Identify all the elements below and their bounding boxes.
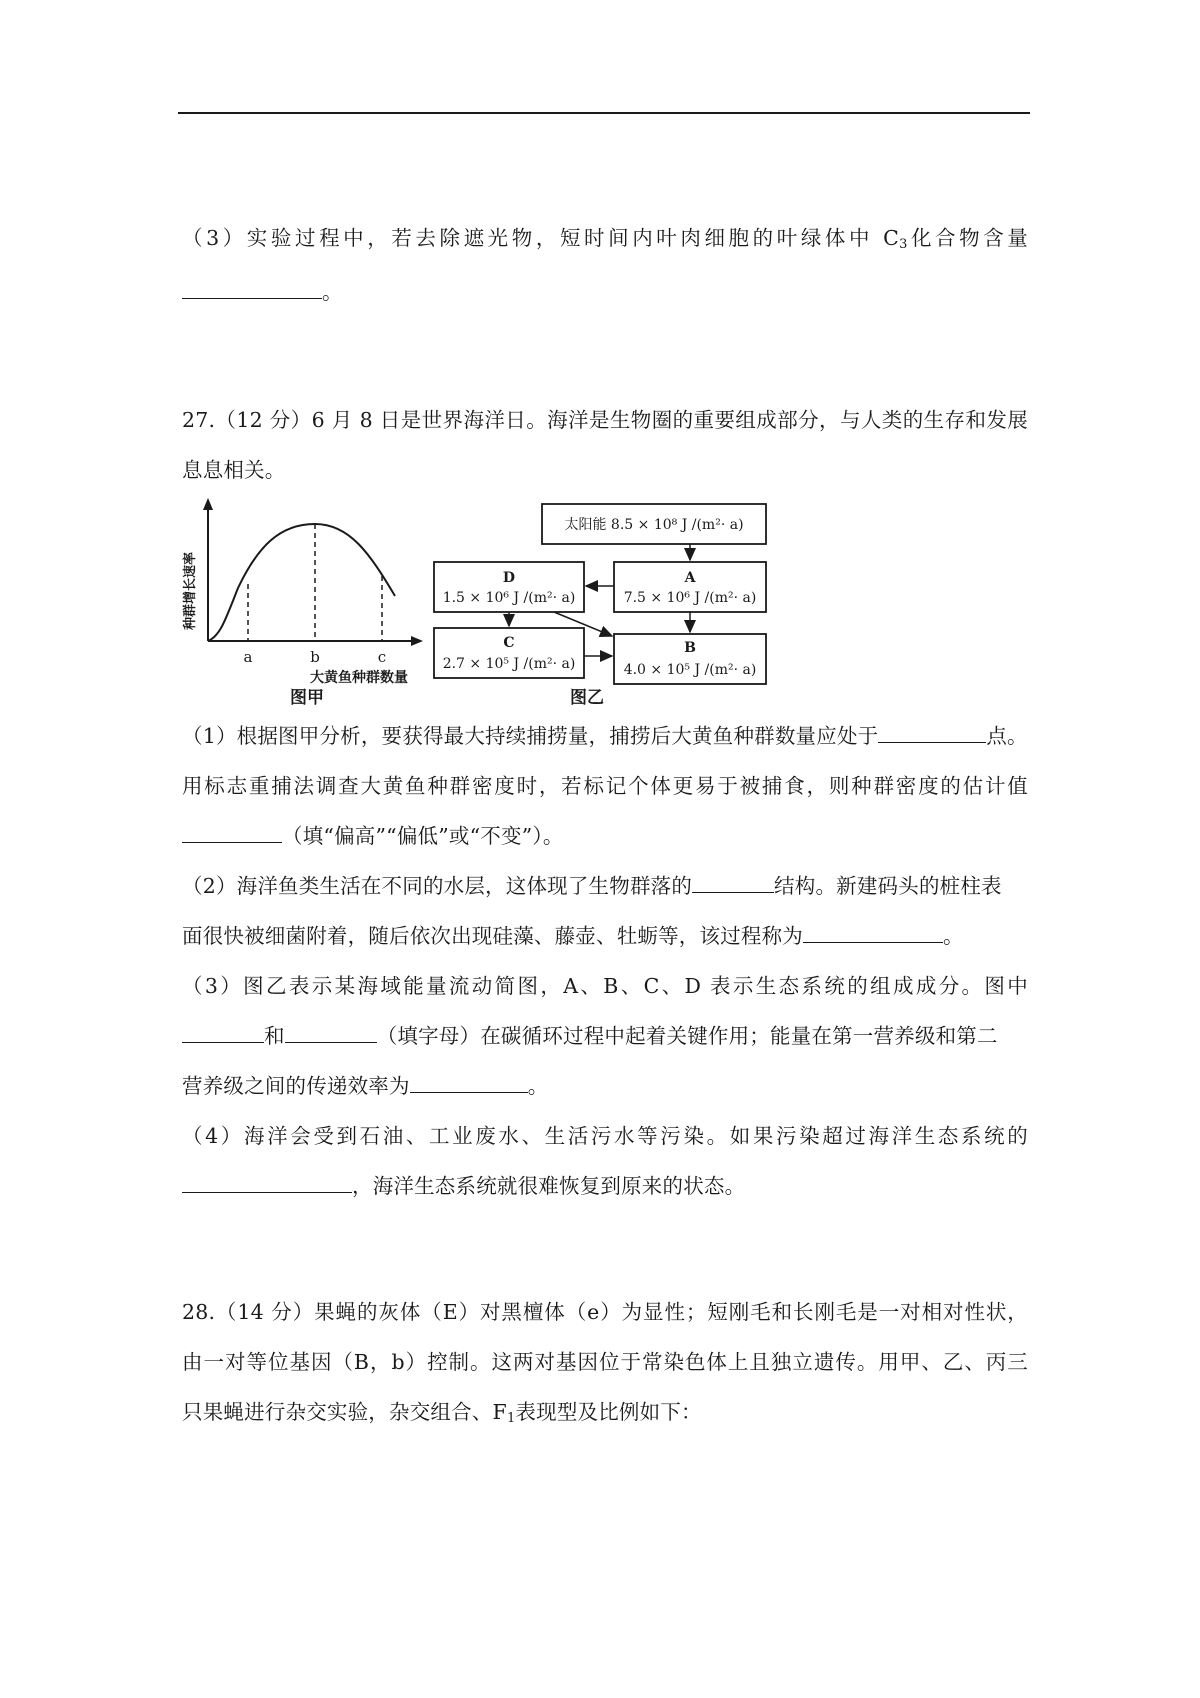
q27-part4-line2: ，海洋生态系统就很难恢复到原来的状态。 [182, 1172, 745, 1200]
figure-a-growth-curve [170, 496, 430, 696]
x-axis-label: 大黄鱼种群数量 [310, 670, 408, 686]
node-c-label: C [503, 635, 515, 651]
sun-energy-text: 太阳能 8.5 × 10⁸ J /(m²· a) [564, 517, 744, 533]
q26-part3-line2: 。 [182, 278, 343, 306]
q28-line3: 只果蝇进行杂交实验，杂交组合、$F_1$表现型及比例如下： [182, 1400, 702, 1426]
answer-blank[interactable] [285, 1022, 377, 1043]
node-b-value: 4.0 × 10⁵ J /(m²· a) [623, 662, 757, 678]
header-rule [178, 112, 1030, 114]
figure-b-caption: 图乙 [570, 688, 604, 708]
figure-a-caption: 图甲 [290, 688, 324, 708]
tick-c: c [377, 648, 387, 666]
q27-part1-line1: （1）根据图甲分析，要获得最大持续捕捞量，捕捞后大黄鱼种群数量应处于 点。 [182, 724, 1028, 748]
node-d-value: 1.5 × 10⁶ J /(m²· a) [442, 590, 576, 606]
answer-blank[interactable] [182, 1172, 352, 1193]
q27-part3-line2: 和 （填字母）在碳循环过程中起着关键作用；能量在第一营养级和第二 [182, 1022, 998, 1050]
figure-b-energy-flow [430, 500, 770, 690]
q28-line2: 由一对等位基因（B，b）控制。这两对基因位于常染色体上且独立遗传。用甲、乙、丙三 [182, 1350, 1028, 1374]
growth-rate-curve [208, 524, 395, 641]
tick-b: b [310, 648, 320, 666]
q27-part1-line3: （填“偏高”“偏低”或“不变”）。 [182, 822, 564, 850]
y-axis-label: 种群增长速率 [183, 551, 198, 631]
q26-part3-line1: （3）实验过程中，若去除遮光物，短时间内叶肉细胞的叶绿体中 $C_3$化合物含量 [182, 226, 1028, 252]
node-a-label: A [684, 570, 696, 586]
q27-part2-line1: （2）海洋鱼类生活在不同的水层，这体现了生物群落的 结构。新建码头的桩柱表 [182, 874, 1002, 898]
q27-part2-line2: 面很快被细菌附着，随后依次出现硅藻、藤壶、牡蛎等，该过程称为 。 [182, 924, 964, 948]
q27-intro-line1: 27.（12 分）6 月 8 日是世界海洋日。海洋是生物圈的重要组成部分，与人类的生存和发展 [182, 408, 1028, 432]
answer-blank[interactable] [803, 922, 943, 943]
answer-blank[interactable] [182, 278, 322, 299]
answer-blank[interactable] [182, 1022, 264, 1043]
q27-part3-line3: 营养级之间的传递效率为 。 [182, 1074, 549, 1098]
answer-blank[interactable] [410, 1072, 528, 1093]
node-a-value: 7.5 × 10⁶ J /(m²· a) [623, 590, 757, 606]
q27-part3-line1: （3）图乙表示某海域能量流动简图，A、B、C、D 表示生态系统的组成成分。图中 [182, 974, 1028, 998]
answer-blank[interactable] [182, 822, 282, 843]
q27-part1-line2: 用标志重捕法调查大黄鱼种群密度时，若标记个体更易于被捕食，则种群密度的估计值 [182, 774, 1028, 798]
answer-blank[interactable] [878, 722, 986, 743]
node-c-value: 2.7 × 10⁵ J /(m²· a) [442, 656, 576, 672]
node-b-label: B [684, 640, 696, 656]
tick-a: a [243, 648, 253, 666]
node-d-label: D [502, 570, 516, 586]
q28-line1: 28.（14 分）果蝇的灰体（E）对黑檀体（e）为显性；短刚毛和长刚毛是一对相对性状， [182, 1300, 1028, 1324]
q27-part4-line1: （4）海洋会受到石油、工业废水、生活污水等污染。如果污染超过海洋生态系统的 [182, 1124, 1028, 1148]
answer-blank[interactable] [692, 872, 774, 893]
q27-intro-line2: 息息相关。 [182, 458, 286, 482]
